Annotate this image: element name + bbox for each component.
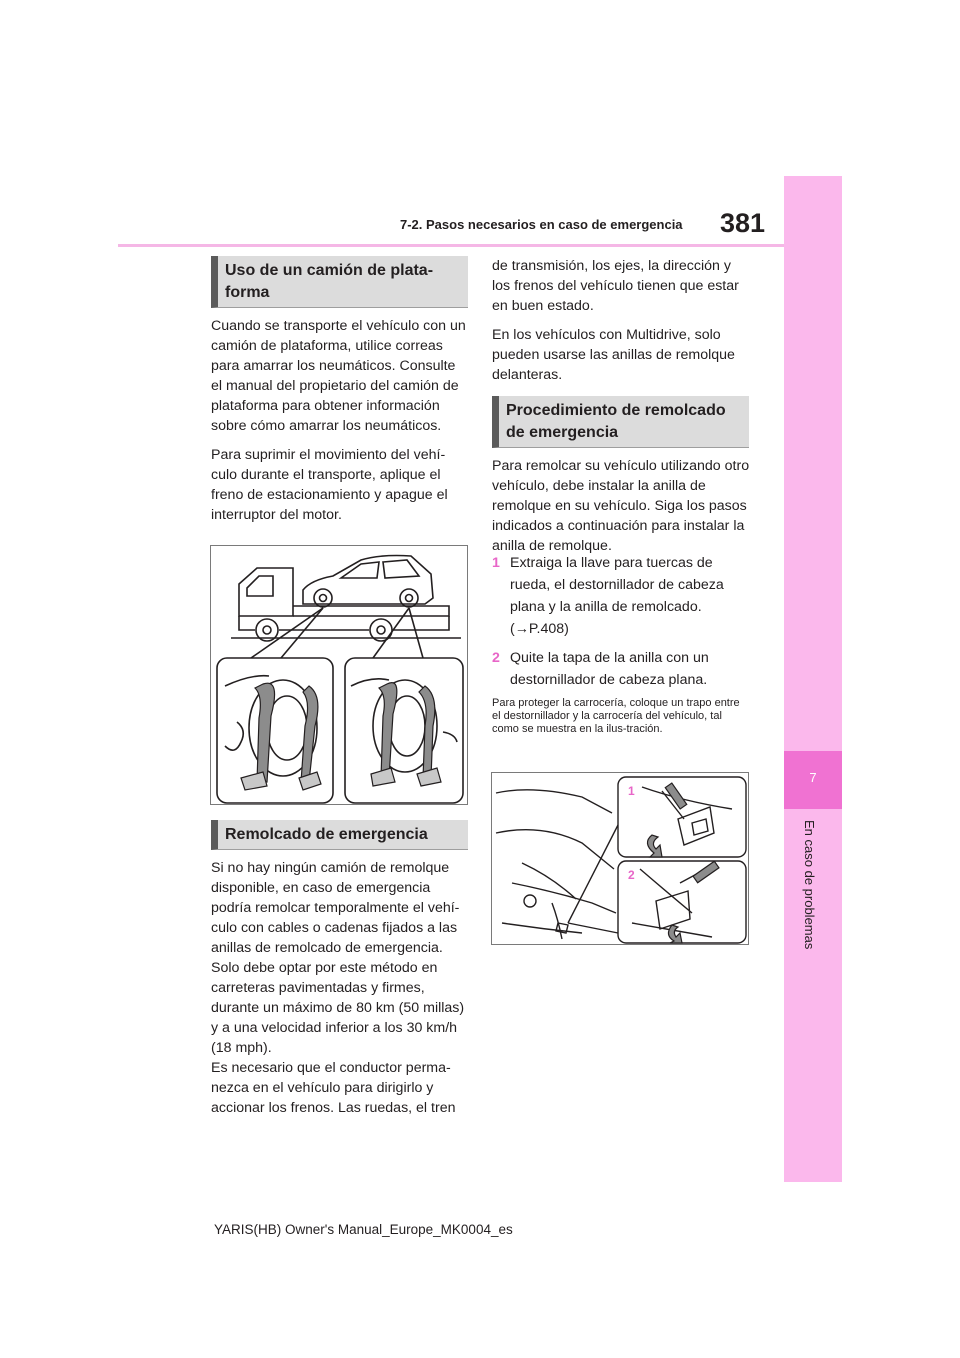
paragraph-install-eyelet: Para remolcar su vehículo utilizando otro vehículo, debe instalar la anilla de remolque en su vehículo. Siga los pasos indicados a continuación para instalar la anilla de remolque.	[492, 458, 750, 554]
heading-flatbed-truck	[211, 256, 468, 308]
paragraph-driver-stays: Es necesario que el conductor perma-nezca en el vehículo para dirigirlo y accionar los frenos. Las ruedas, el tren	[211, 1060, 456, 1116]
heading-towing-procedure	[492, 396, 749, 448]
paragraph-multidrive: En los vehículos con Multidrive, solo pueden usarse las anillas de remolque delanteras.	[492, 327, 735, 383]
right-text-block-1	[492, 256, 750, 394]
heading-emergency-towing	[211, 820, 468, 850]
step-2-text: Quite la tapa de la anilla con un destornillador de cabeza plana.	[510, 650, 709, 688]
heading-flatbed-truck-text: Uso de un camión de plata- forma	[225, 262, 434, 301]
paragraph-suppress-movement: Para suprimir el movimiento del vehí-culo durante el transporte, aplique el freno de estacionamiento y apague el interruptor del motor.	[211, 447, 448, 523]
chapter-title-box	[784, 820, 842, 970]
section-header-title: 7-2. Pasos necesarios en caso de emergencia	[400, 217, 683, 232]
paragraph-drivetrain-condition: de transmisión, los ejes, la dirección y los frenos del vehículo tienen que estar en buen estado.	[492, 258, 739, 314]
chapter-side-tab	[784, 176, 842, 1182]
manual-footer: YARIS(HB) Owner's Manual_Europe_MK0004_es	[214, 1222, 513, 1237]
paragraph-emergency-towing: Si no hay ningún camión de remolque disponible, en caso de emergencia podría remolcar temporalmente el vehí-culo con cables o cadenas fijados a las anillas de remolcado de emergencia. Solo debe optar por este método en carreteras pavimentadas y firmes, durante un máximo de 80 km (50 millas) y a una velocidad inferior a los 30 km/h (18 mph).	[211, 860, 465, 1056]
cap-removal-drawing	[492, 773, 750, 946]
chapter-number: 7	[809, 770, 817, 785]
paragraph-flatbed-straps: Cuando se transporte el vehículo con un camión de plataforma, utilice correas para amarrar los neumáticos. Consulte el manual del propietario del camión de plataforma para obtener información sobre cómo amarrar los neumáticos.	[211, 318, 466, 434]
step-1-number: 1	[492, 555, 500, 571]
step-1	[492, 552, 750, 642]
step-1-text: Extraiga la llave para tuercas de rueda, el destornillador de cabeza plana y la anilla de remolcado. (→P.408)	[510, 555, 724, 637]
flatbed-truck-illustration	[210, 545, 468, 805]
cap-removal-illustration	[491, 772, 749, 945]
page-number: 381	[720, 208, 766, 238]
heading-towing-procedure-text: Procedimiento de remolcado de emergencia	[506, 402, 726, 441]
note-protect-body: Para proteger la carrocería, coloque un trapo entre el destornillador y la carrocería del vehículo, tal como se muestra en la ilus-tración.	[492, 697, 740, 735]
figure-label-1: 1	[628, 784, 635, 798]
header-rule	[118, 244, 842, 247]
step-2-number: 2	[492, 650, 500, 666]
figure-label-2: 2	[628, 868, 635, 882]
left-text-block-1	[211, 316, 469, 534]
chapter-title: En caso de problemas	[802, 820, 817, 950]
flatbed-truck-drawing	[211, 546, 469, 806]
step-2	[492, 647, 750, 693]
left-text-block-2	[211, 858, 469, 1118]
heading-emergency-towing-text: Remolcado de emergencia	[225, 826, 428, 843]
